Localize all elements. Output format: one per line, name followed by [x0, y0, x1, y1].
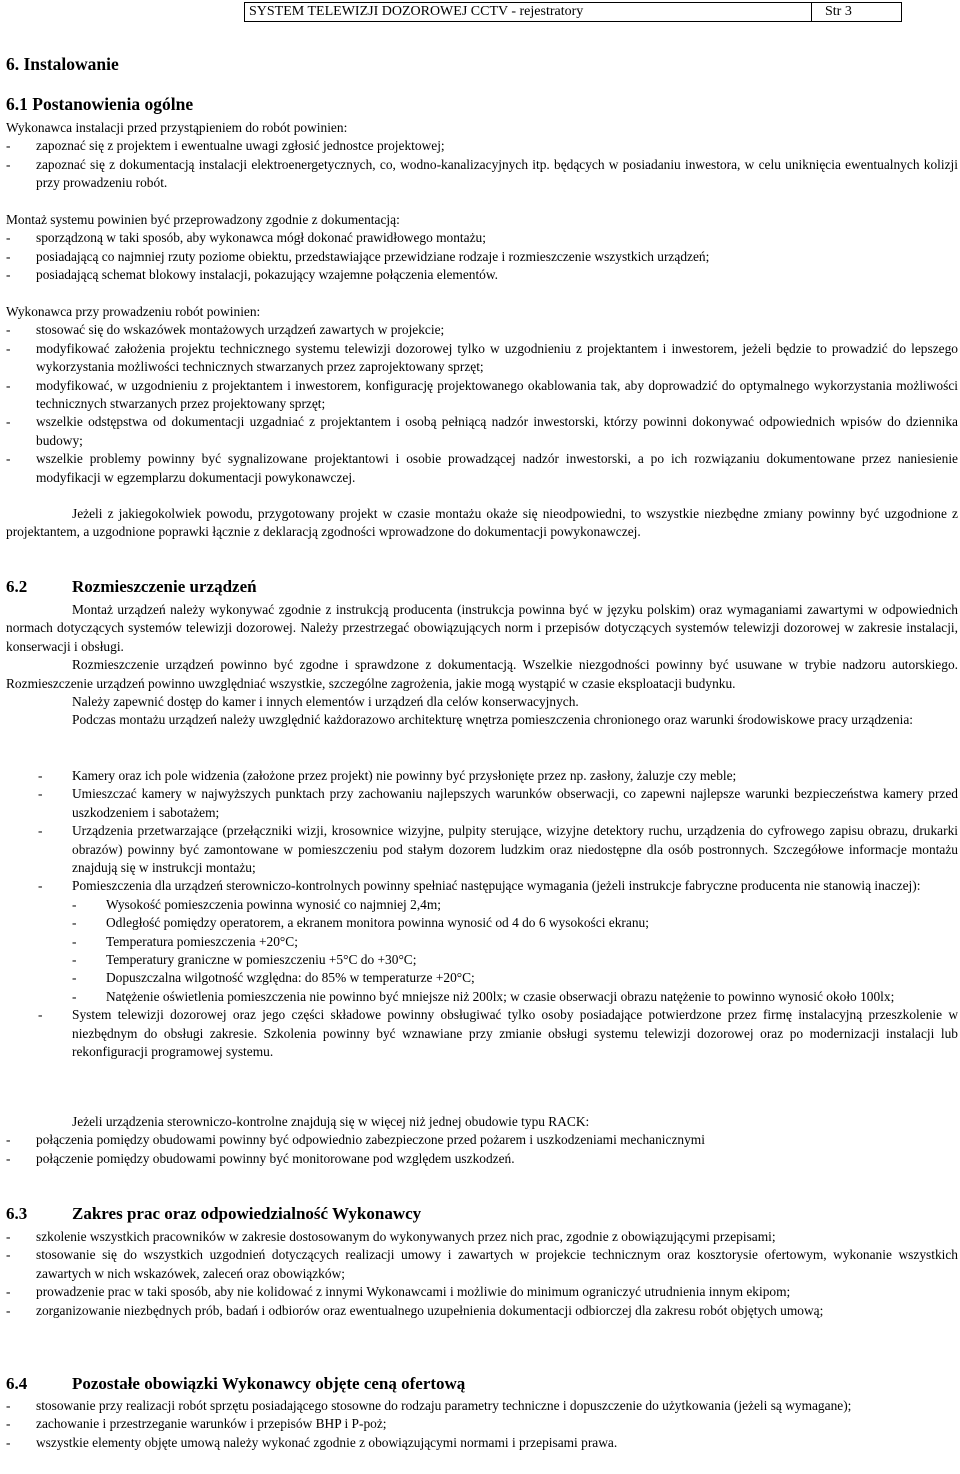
paragraph: Jeżeli z jakiegokolwiek powodu, przygotowany projekt w czasie montażu okaże się nieodpowiedni, to wszystkie niezbędne zmiany powinny być uzgodnione z projektantem, a uzgodnione poprawki łącznie z deklaracją zgodności wprowadzone do dokumentacji powykonawczej. [6, 506, 958, 540]
section-6-4-list [6, 1397, 958, 1452]
list-item: - stosować się do wskazówek montażowych urządzeń zawartych w projekcie; [6, 321, 958, 339]
section-6-1-documentation [6, 211, 958, 285]
list-item: - zapoznać się z projektem i ewentualne uwagi zgłosić jednostce projektowej; [6, 137, 958, 155]
section-6-2-intro [6, 601, 958, 730]
list [6, 1228, 958, 1320]
list-item: - modyfikować założenia projektu technicznego systemu telewizji dozorowej tylko w uzgodnieniu z projektantem i inwestorem, jeżeli będzie to prowadzić do lepszego wykorzystania możliwości technicznych stwarzanych przez zaprojektowany sprzęt; [6, 340, 958, 377]
paragraph: Montaż urządzeń należy wykonywać zgodnie z instrukcją producenta (instrukcja powinna być w języku polskim) oraz wymaganiami zawartymi w odpowiednich normach dotyczących systemów telewizji dozorowej. Należy przestrzegać obowiązujących norm i przepisów dotyczących systemów telewizji dozorowej w zakresie instalacji, konserwacji i obsługi. [6, 602, 958, 654]
list [6, 137, 958, 192]
paragraph: Należy zapewnić dostęp do kamer i innych elementów i urządzeń dla celów konserwacyjnych. [72, 694, 579, 710]
section-number: 6.2 [6, 577, 28, 596]
list-item: - połączenia pomiędzy obudowami powinny być odpowiednio zabezpieczone przed pożarem i uszkodzeniami mechanicznymi [6, 1131, 958, 1149]
list-item: - połączenie pomiędzy obudowami powinny być monitorowane pod względem uszkodzeń. [6, 1150, 958, 1168]
section-6-1-heading: 6.1 Postanowienia ogólne [6, 94, 194, 114]
sub-list-item: - Odległość pomiędzy operatorem, a ekranem monitora powinna wynosić od 4 do 6 wysokości ekranu; [6, 914, 958, 932]
section-6-1-changes [6, 505, 958, 542]
list-item: - sporządzoną w taki sposób, aby wykonawca mógł dokonać prawidłowego montażu; [6, 229, 958, 247]
header-divider [811, 3, 812, 21]
section-6-2-rack [6, 1113, 958, 1168]
list [6, 229, 958, 284]
list-item: - stosowanie przy realizacji robót sprzętu posiadającego stosowne do rodzaju parametry techniczne i dopuszczenie do użytkowania (jeżeli są wymagane); [6, 1397, 958, 1415]
paragraph: Wykonawca instalacji przed przystąpieniem do robót powinien: [6, 120, 348, 135]
list-item: - posiadającą co najmniej rzuty poziome obiektu, przedstawiające przewidziane rodzaje i rozmieszczenie wszystkich urządzeń; [6, 248, 958, 266]
section-6-3-heading [6, 1205, 421, 1223]
sub-list-item: - Natężenie oświetlenia pomieszczenia nie powinno być mniejsze niż 200lx; w czasie obserwacji obrazu natężenie to powinno wynosić około 100lx; [6, 988, 958, 1006]
list [6, 1131, 958, 1168]
list-item: - prowadzenie prac w taki sposób, aby nie kolidować z innymi Wykonawcami i możliwie do minimum ograniczyć utrudnienia innym ekipom; [6, 1283, 958, 1301]
list-item: - zachowanie i przestrzeganie warunków i przepisów BHP i P-poż; [6, 1415, 958, 1433]
list-item: - Kamery oraz ich pole widzenia (założone przez projekt) nie powinny być przysłonięte przez np. zasłony, żaluzje czy meble; [6, 767, 958, 785]
page-header [244, 2, 902, 22]
list-item: - Urządzenia przetwarzające (przełączniki wizji, krosownice wizyjne, pulpity sterujące, wizyjne detektory ruchu, urządzenia do cyfrowego zapisu obrazu, drukarki obrazów) powinny być zamontowane w pomieszczeniu pod stałym dozorem ludzkim oraz niedostępne dla osób postronnych. Szczegółowe informacje montażu znajdują się w instrukcji montażu; [6, 822, 958, 877]
sub-list [6, 896, 958, 1006]
section-6-2-heading [6, 578, 257, 596]
paragraph: Rozmieszczenie urządzeń powinno być zgodne i sprawdzone z dokumentacją. Wszelkie niezgodności powinny być usuwane w trybie nadzoru autorskiego. Rozmieszczenie urządzeń powinno uwzględniać wszystkie, szczególne zagrożenia, jakie mogą wystąpić w czasie eksploatacji budynku. [6, 657, 958, 691]
section-title: Pozostałe obowiązki Wykonawcy objęte ceną ofertową [72, 1374, 466, 1393]
list-item: - modyfikować, w uzgodnieniu z projektantem i inwestorem, konfigurację projektowanego okablowania tak, aby doprowadzić do optymalnego wykorzystania możliwości technicznych stwarzanych przez projektowany sprzęt; [6, 377, 958, 414]
list-item: - posiadającą schemat blokowy instalacji, pokazujący wzajemne połączenia elementów. [6, 266, 958, 284]
section-6-4-heading [6, 1375, 465, 1393]
section-6-3-list [6, 1228, 958, 1320]
header-page-number: Str 3 [825, 4, 852, 19]
list [6, 767, 958, 896]
section-title: Zakres prac oraz odpowiedzialność Wykonawcy [72, 1204, 422, 1223]
section-number: 6.4 [6, 1374, 28, 1393]
list-item: - System telewizji dozorowej oraz jego części składowe powinny obsługiwać tylko osoby posiadające potwierdzone przez firmę instalacyjną przeszkolenie w niezbędnym do obsługi zakresie. Szkolenia powinny być wznawiane przy zmianie obsługi systemu telewizji dozorowej oraz po modernizacji instalacji lub rekonfiguracji programowej systemu. [6, 1006, 958, 1061]
list-item: - stosowanie się do wszystkich uzgodnień dotyczących realizacji umowy i zawartych w projekcie technicznym oraz kosztorysie ofertowym, wykonanie wszystkich zawartych w nich wskazówek, zaleceń oraz obowiązków; [6, 1246, 958, 1283]
header-title: SYSTEM TELEWIZJI DOZOROWEJ CCTV - rejestratory [249, 4, 584, 19]
list-item: - zapoznać się z dokumentacją instalacji elektroenergetycznych, co, wodno-kanalizacyjnych itp. będących w posiadaniu inwestora, w celu uniknięcia ewentualnych kolizji przy prowadzeniu robót. [6, 156, 958, 193]
section-title: Rozmieszczenie urządzeń [72, 577, 257, 596]
sub-list-item: - Dopuszczalna wilgotność względna: do 85% w temperaturze +20°C; [6, 969, 958, 987]
section-6-1-contractor-duties [6, 303, 958, 487]
section-6-1-prereq [6, 119, 958, 193]
sub-list-item: - Temperatury graniczne w pomieszczeniu +5°C do +30°C; [6, 951, 958, 969]
list [6, 321, 958, 487]
sub-list-item: - Temperatura pomieszczenia +20°C; [6, 933, 958, 951]
list [6, 1397, 958, 1452]
paragraph: Wykonawca przy prowadzeniu robót powinien: [6, 304, 261, 319]
paragraph: Jeżeli urządzenia sterowniczo-kontrolne znajdują się w więcej niż jednej obudowie typu RACK: [72, 1114, 590, 1129]
list-item: - szkolenie wszystkich pracowników w zakresie dostosowanym do wykonywanych przez nich prac, zgodnie z obowiązującymi przepisami; [6, 1228, 958, 1246]
paragraph: Montaż systemu powinien być przeprowadzony zgodnie z dokumentacją: [6, 212, 400, 227]
section-6-2-requirements [6, 767, 958, 1062]
sub-list-item: - Wysokość pomieszczenia powinna wynosić co najmniej 2,4m; [6, 896, 958, 914]
list [6, 1006, 958, 1061]
list-item: - Pomieszczenia dla urządzeń sterowniczo-kontrolnych powinny spełniać następujące wymagania (jeżeli instrukcje fabryczne producenta nie stanowią inaczej): [6, 877, 958, 895]
section-number: 6.3 [6, 1204, 28, 1223]
list-item: - zorganizowanie niezbędnych prób, badań i odbiorów oraz ewentualnego uzupełnienia dokumentacji odbiorczej dla zakresu robót objętych umową; [6, 1302, 958, 1320]
paragraph: Podczas montażu urządzeń należy uwzględnić każdorazowo architekturę wnętrza pomieszczenia chronionego oraz warunki środowiskowe pracy urządzenia: [72, 712, 914, 728]
list-item: - wszelkie problemy powinny być sygnalizowane projektantowi i osobie prowadzącej nadzór inwestorski, a po ich rozwiązaniu dokumentowane przez naniesienie modyfikacji w egzemplarzu dokumentacji powykonawczej. [6, 450, 958, 487]
list-item: - Umieszczać kamery w najwyższych punktach przy zachowaniu najlepszych warunków obserwacji, co zapewni najlepsze warunki bezpieczeństwa kamery przed uszkodzeniem i sabotażem; [6, 785, 958, 822]
list-item: - wszystkie elementy objęte umową należy wykonać zgodnie z obowiązującymi normami i przepisami prawa. [6, 1434, 958, 1452]
list-item: - wszelkie odstępstwa od dokumentacji uzgadniać z projektantem i osobą pełniącą nadzór inwestorski, którzy powinni dokonywać odpowiednich wpisów do dziennika budowy; [6, 413, 958, 450]
section-6-heading: 6. Instalowanie [6, 54, 119, 74]
